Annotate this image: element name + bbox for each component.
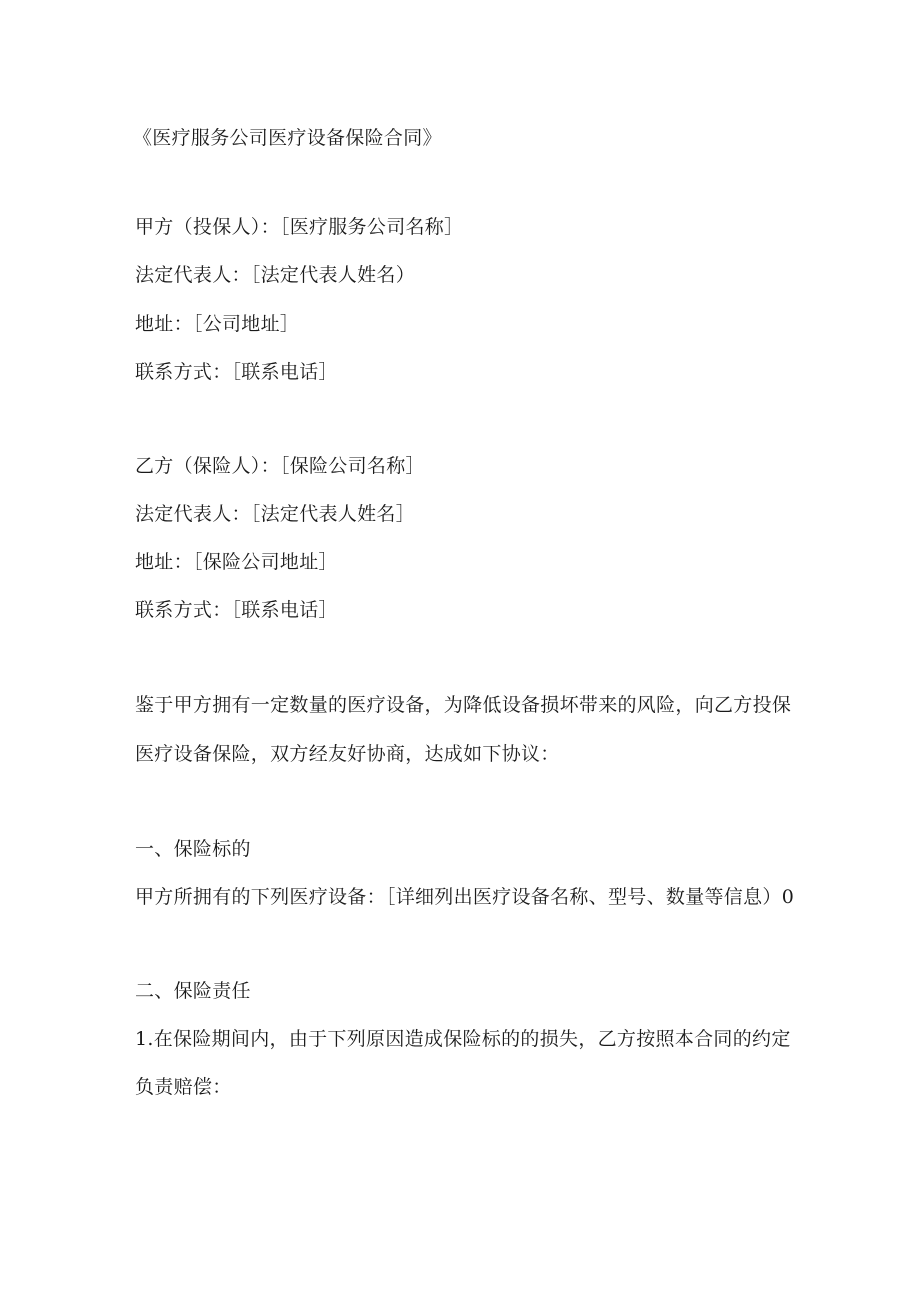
party-a-contact: 联系方式：［联系电话］ bbox=[135, 361, 338, 383]
section-1-text: 甲方所拥有的下列医疗设备：［详细列出医疗设备名称、型号、数量等信息）0 bbox=[135, 886, 795, 908]
party-a-name: 甲方（投保人）：［医疗服务公司名称］ bbox=[135, 216, 464, 238]
party-b-contact: 联系方式：［联系电话］ bbox=[135, 599, 338, 621]
party-b-representative: 法定代表人：［法定代表人姓名］ bbox=[135, 503, 416, 525]
section-2-heading: 二、保险责任 bbox=[135, 980, 251, 1002]
party-b-name: 乙方（保险人）：［保险公司名称］ bbox=[135, 455, 425, 477]
section-2-item-1-line-2: 负责赔偿： bbox=[135, 1076, 232, 1098]
preamble-line-2: 医疗设备保险，双方经友好协商，达成如下协议： bbox=[135, 743, 560, 765]
party-a-address: 地址：［公司地址］ bbox=[135, 313, 300, 335]
party-a-representative: 法定代表人：［法定代表人姓名） bbox=[135, 264, 416, 286]
document-title: 《医疗服务公司医疗设备保险合同》 bbox=[133, 127, 442, 149]
preamble-line-1: 鉴于甲方拥有一定数量的医疗设备，为降低设备损坏带来的风险，向乙方投保 bbox=[135, 694, 792, 716]
section-2-item-1-line-1: 1.在保险期间内，由于下列原因造成保险标的的损失，乙方按照本合同的约定 bbox=[135, 1028, 791, 1050]
section-1-heading: 一、保险标的 bbox=[135, 838, 251, 860]
party-b-address: 地址：［保险公司地址］ bbox=[135, 551, 338, 573]
